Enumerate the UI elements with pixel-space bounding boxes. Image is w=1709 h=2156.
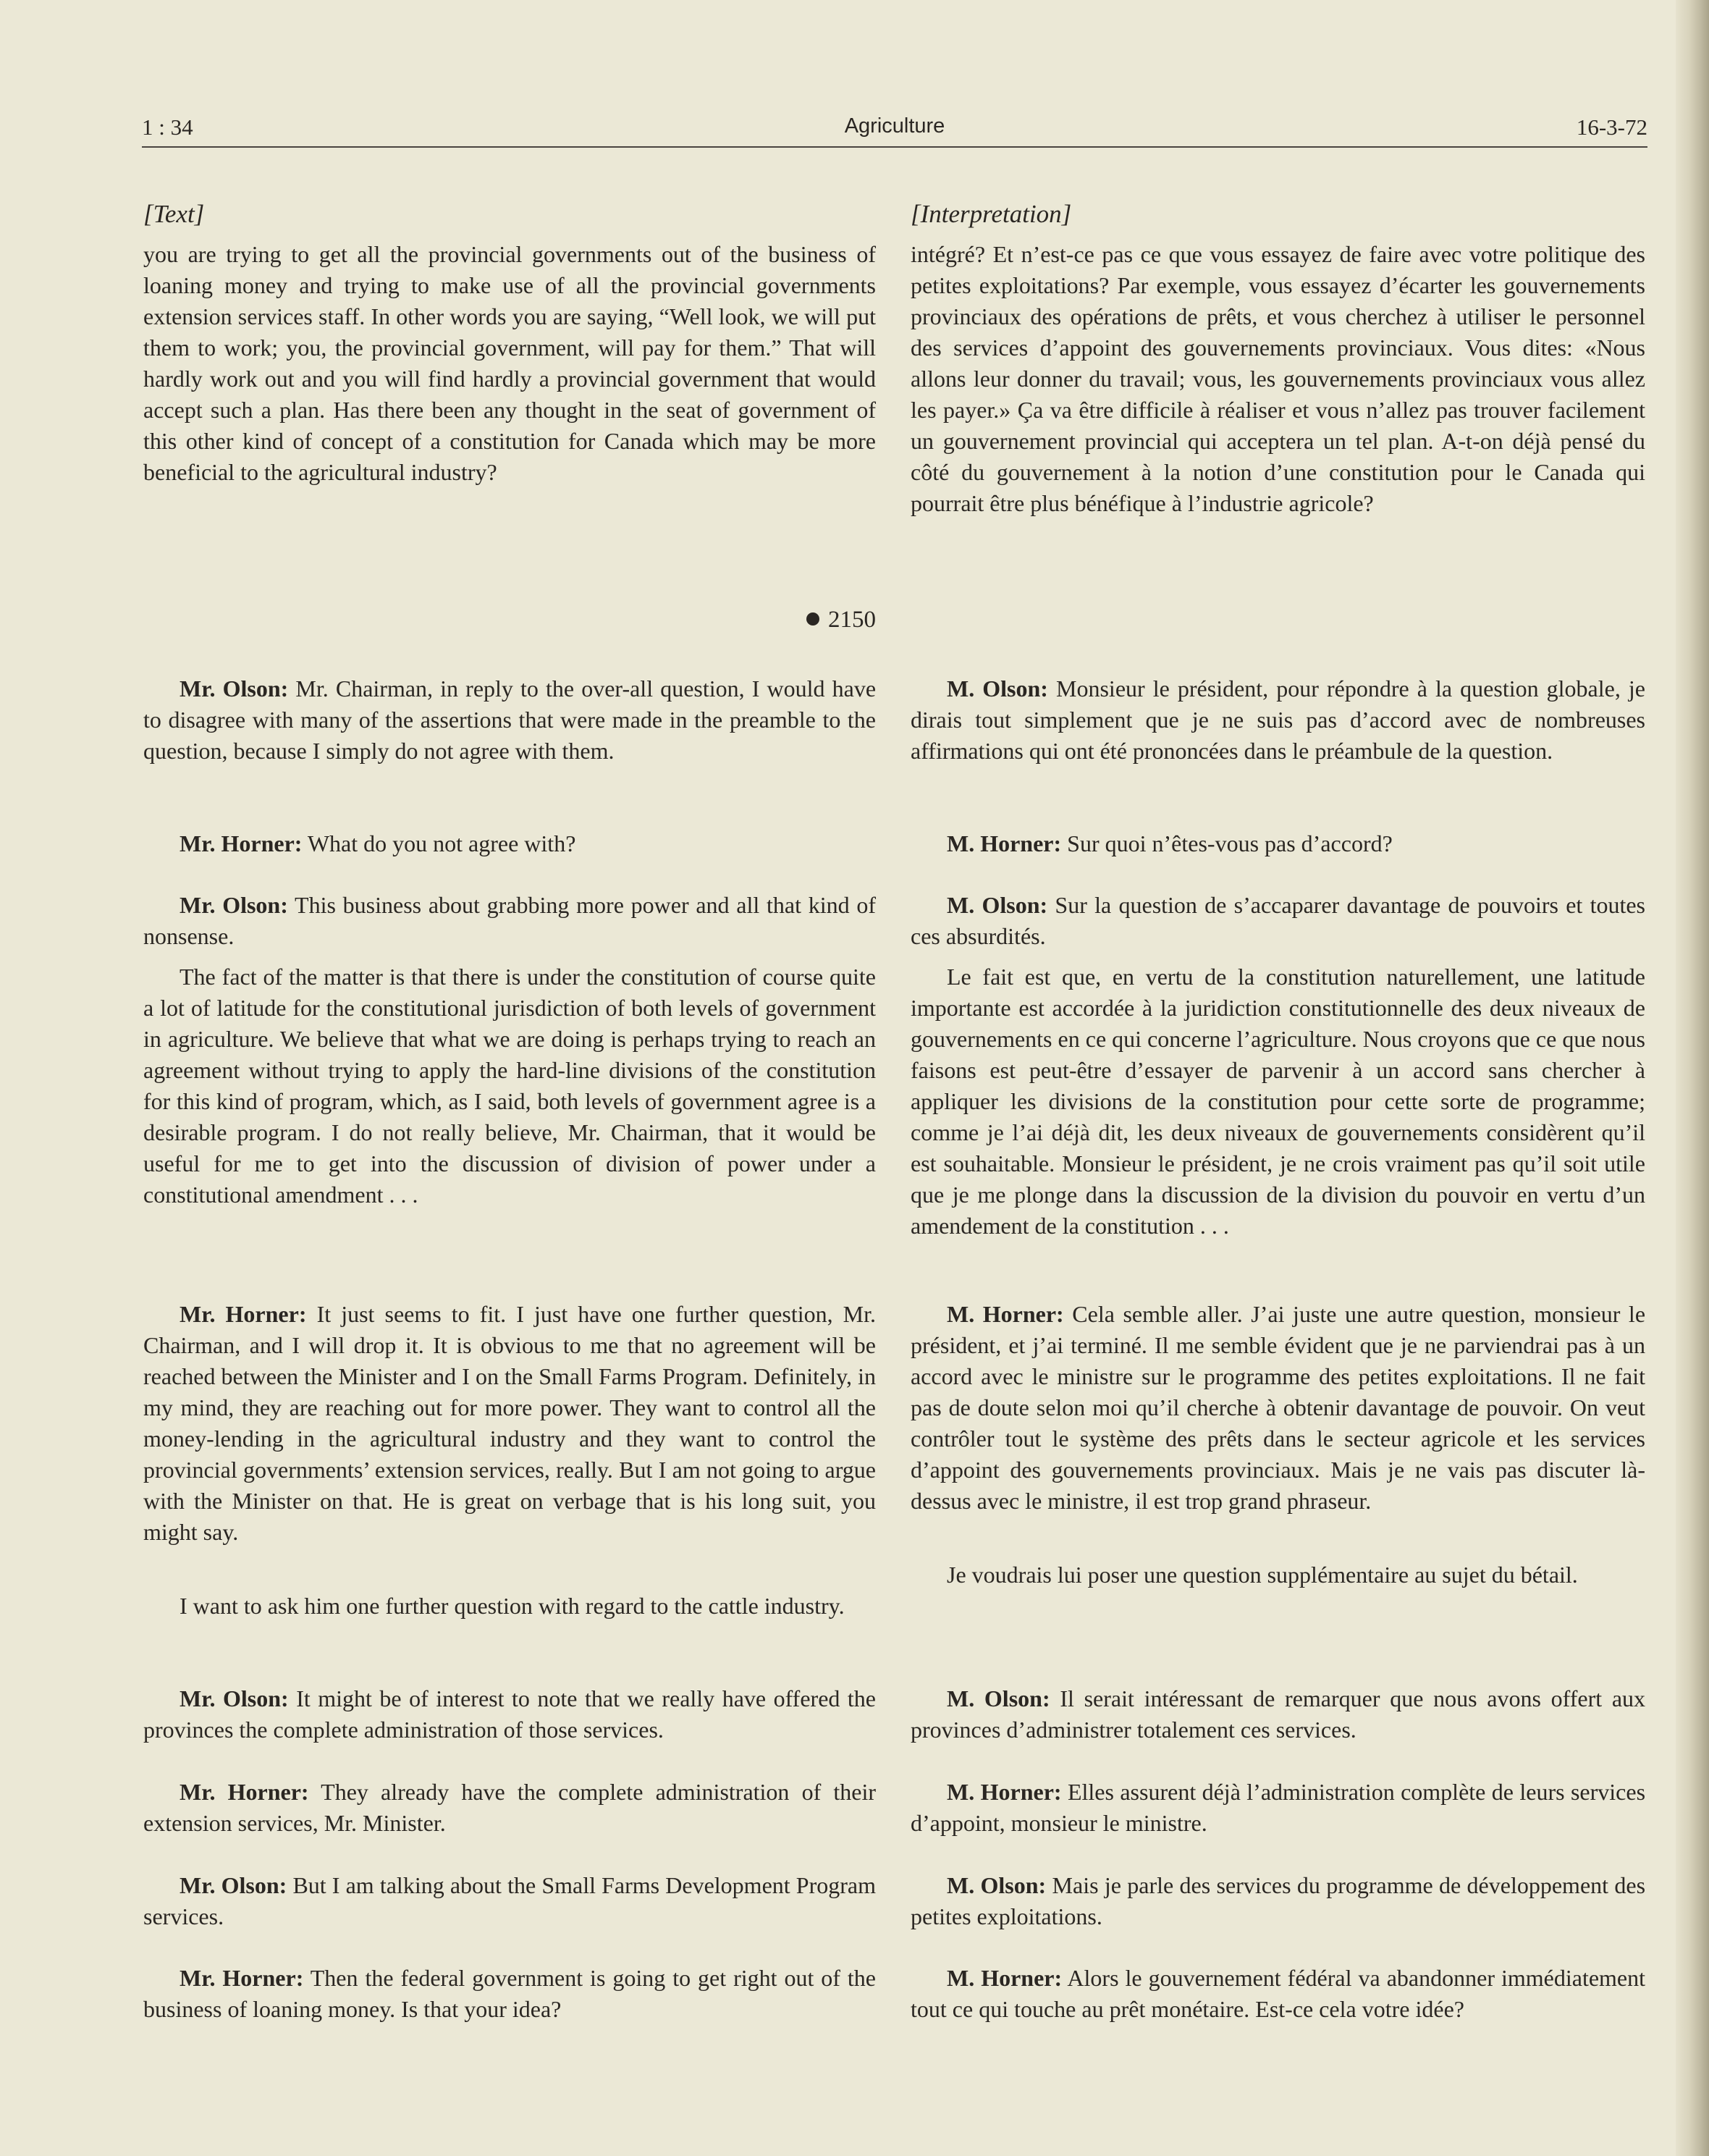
speaker-name: M. Horner: — [947, 1965, 1063, 1991]
speech-text: Then the federal government is going to get right out of the business of loaning money. Is that your idea? — [143, 1965, 877, 2022]
speech-horner-3 — [143, 1777, 876, 1839]
speech-text: I want to ask him one further question with regard to the cattle industry. — [180, 1593, 845, 1619]
speech-text: Je voudrais lui poser une question supplémentaire au sujet du bétail. — [947, 1562, 1578, 1588]
speech-olson-2-continued-fr — [911, 961, 1645, 1242]
section-label-interpretation: [Interpretation] — [911, 200, 1072, 228]
speaker-name: M. Olson: — [947, 1872, 1047, 1898]
speaker-name: M. Olson: — [947, 1685, 1050, 1711]
speech-horner-2 — [143, 1299, 876, 1548]
speech-horner-4 — [143, 1963, 876, 2025]
speech-olson-4-fr — [911, 1870, 1645, 1932]
speech-text: Monsieur le président, pour répondre à la question globale, je dirais tout simplement que je ne suis pas d’accord avec de nombreuses affirmations qui ont été prononcées dans le préambule de la question. — [911, 675, 1646, 764]
page-number: 1 : 34 — [142, 114, 193, 140]
speech-text: Mais je parle des services du programme de développement des petites exploitations. — [911, 1872, 1646, 1929]
running-title: Agriculture — [844, 114, 945, 138]
speech-olson-3 — [143, 1683, 876, 1746]
speech-text: Sur la question de s’accaparer davantage de pouvoirs et toutes ces absurdités. — [911, 892, 1646, 949]
speech-text: Alors le gouvernement fédéral va abandonner immédiatement tout ce qui touche au prêt monétaire. Est-ce cela votre idée? — [911, 1965, 1646, 2022]
speech-text: They already have the complete administration of their extension services, Mr. Minister. — [143, 1779, 877, 1836]
speech-horner-2-fr — [911, 1299, 1645, 1517]
speaker-name: M. Horner: — [947, 1301, 1064, 1327]
speech-horner-1 — [143, 828, 876, 859]
speech-horner-1-fr — [911, 828, 1645, 859]
speech-olson-2 — [143, 890, 876, 952]
english-intro-block — [143, 195, 876, 488]
intro-paragraph: you are trying to get all the provincial governments out of the business of loaning money and trying to make use of all the provincial governments extension services staff. In other words you are saying, “Well look, we will put them to work; you, the provincial government, will pay for them.” That will hardly work out and you will find hardly a provincial government that would accept such a plan. Has there been any thought in the seat of government of this other kind of concept of a constitution for Canada which may be more beneficial to the agricultural industry? — [143, 241, 876, 485]
speaker-name: Mr. Horner: — [180, 1965, 304, 1991]
speech-text: Sur quoi n’êtes-vous pas d’accord? — [1067, 830, 1393, 856]
speech-text: Il serait intéressant de remarquer que nous avons offert aux provinces d’administrer totalement ces services. — [911, 1685, 1646, 1743]
speaker-name: Mr. Horner: — [180, 1301, 307, 1327]
speech-text: But I am talking about the Small Farms Development Program services. — [143, 1872, 877, 1929]
speaker-name: Mr. Olson: — [180, 892, 288, 918]
speaker-name: Mr. Olson: — [180, 1685, 289, 1711]
speech-olson-2-continued — [143, 961, 876, 1210]
speaker-name: M. Horner: — [947, 1779, 1062, 1805]
bullet-icon — [806, 612, 819, 626]
speech-text: This business about grabbing more power and all that kind of nonsense. — [143, 892, 877, 949]
speech-olson-1 — [143, 673, 876, 767]
running-head — [142, 110, 1647, 148]
speech-horner-2-continued-fr — [911, 1559, 1645, 1591]
speaker-name: M. Horner: — [947, 830, 1062, 856]
time-marker — [143, 607, 876, 633]
speech-text: Mr. Chairman, in reply to the over-all question, I would have to disagree with many of the assertions that were made in the preamble to the question, because I simply do not agree with them. — [143, 675, 877, 764]
speech-text: It just seems to fit. I just have one further question, Mr. Chairman, and I will drop it. It is obvious to me that no agreement will be reached between the Minister and I on the Small Farms Program. Definitely, in my mind, they are reaching out for more power. They want to control all the money-lending in the agricultural industry and they want to control the provincial governments’ extension services, really. But I am not going to argue with the Minister on that. He is great on verbage that is his long suit, you might say. — [143, 1301, 877, 1545]
speech-horner-2-continued — [143, 1591, 876, 1622]
time-marker-value: 2150 — [828, 607, 876, 633]
speech-text: The fact of the matter is that there is under the constitution of course quite a lot of latitude for the constitutional jurisdiction of both levels of government in agriculture. We believe that what we are doing is perhaps trying to reach an agreement without trying to apply the hard-line divisions of the constitution for this kind of program, which, as I said, both levels of government agree is a desirable program. I do not really believe, Mr. Chairman, that it would be useful for me to get into the discussion of division of power under a constitutional amendment . . . — [143, 964, 876, 1208]
speech-text: It might be of interest to note that we really have offered the provinces the complete administration of those services. — [143, 1685, 877, 1743]
speaker-name: M. Olson: — [947, 892, 1048, 918]
speech-olson-3-fr — [911, 1683, 1645, 1746]
speaker-name: M. Olson: — [947, 675, 1048, 702]
speaker-name: Mr. Olson: — [180, 1872, 287, 1898]
speaker-name: Mr. Horner: — [180, 830, 303, 856]
speech-text: Elles assurent déjà l’administration complète de leurs services d’appoint, monsieur le ministre. — [911, 1779, 1646, 1836]
speaker-name: Mr. Horner: — [180, 1779, 309, 1805]
header-rule — [142, 146, 1647, 148]
speech-olson-4 — [143, 1870, 876, 1932]
section-label-text: [Text] — [143, 200, 205, 228]
french-intro-block — [911, 195, 1645, 519]
speech-text: Le fait est que, en vertu de la constitution naturellement, une latitude importante est accordée à la juridiction constitutionnelle des deux niveaux de gouvernements en ce qui concerne l’agriculture. Nous croyons que ce que nous faisons est peut-être d’essayer de parvenir à un accord sans chercher à appliquer les divisions de la constitution pour cette sorte de programme; comme je l’ai déjà dit, les deux niveaux de gouvernements considèrent qu’il est souhaitable. Monsieur le président, je ne crois vraiment pas qu’il soit utile que je me plonge dans la discussion de la division du pouvoir en vertu d’un amendement de la constitution . . . — [911, 964, 1645, 1239]
speech-text: Cela semble aller. J’ai juste une autre question, monsieur le président, et j’ai terminé. Il me semble évident que je ne parviendrai pas à un accord avec le ministre sur le programme des petites exploitations. Il ne fait pas de doute selon moi qu’il cherche à obtenir davantage de pouvoir. On veut contrôler tout le système des prêts dans le secteur agricole et les services d’appoint des gouvernements provinciaux. Mais je ne vais pas discuter là-dessus avec le ministre, il est trop grand phraseur. — [911, 1301, 1646, 1514]
speech-text: What do you not agree with? — [307, 830, 576, 856]
intro-paragraph: intégré? Et n’est-ce pas ce que vous essayez de faire avec votre politique des petites exploitations? Par exemple, vous essayez d’écarter les gouvernements provinciaux des opérations de prêts, et vous cherchez à utiliser le personnel des services d’appoint des gouvernements provinciaux. Vous dites: «Nous allons leur donner du travail; vous, les gouvernements provinciaux vous allez les payer.» Ça va être difficile à réaliser et vous n’allez pas trouver facilement un gouvernement provincial qui acceptera un tel plan. A-t-on déjà pensé du côté du gouvernement à la notion d’une constitution pour le Canada qui pourrait être plus bénéfique à l’industrie agricole? — [911, 241, 1645, 516]
page-gutter-shadow — [1676, 0, 1709, 2156]
speech-olson-1-fr — [911, 673, 1645, 767]
speaker-name: Mr. Olson: — [180, 675, 289, 702]
sitting-date: 16-3-72 — [1576, 114, 1647, 140]
speech-horner-4-fr — [911, 1963, 1645, 2025]
speech-horner-3-fr — [911, 1777, 1645, 1839]
speech-olson-2-fr — [911, 890, 1645, 952]
